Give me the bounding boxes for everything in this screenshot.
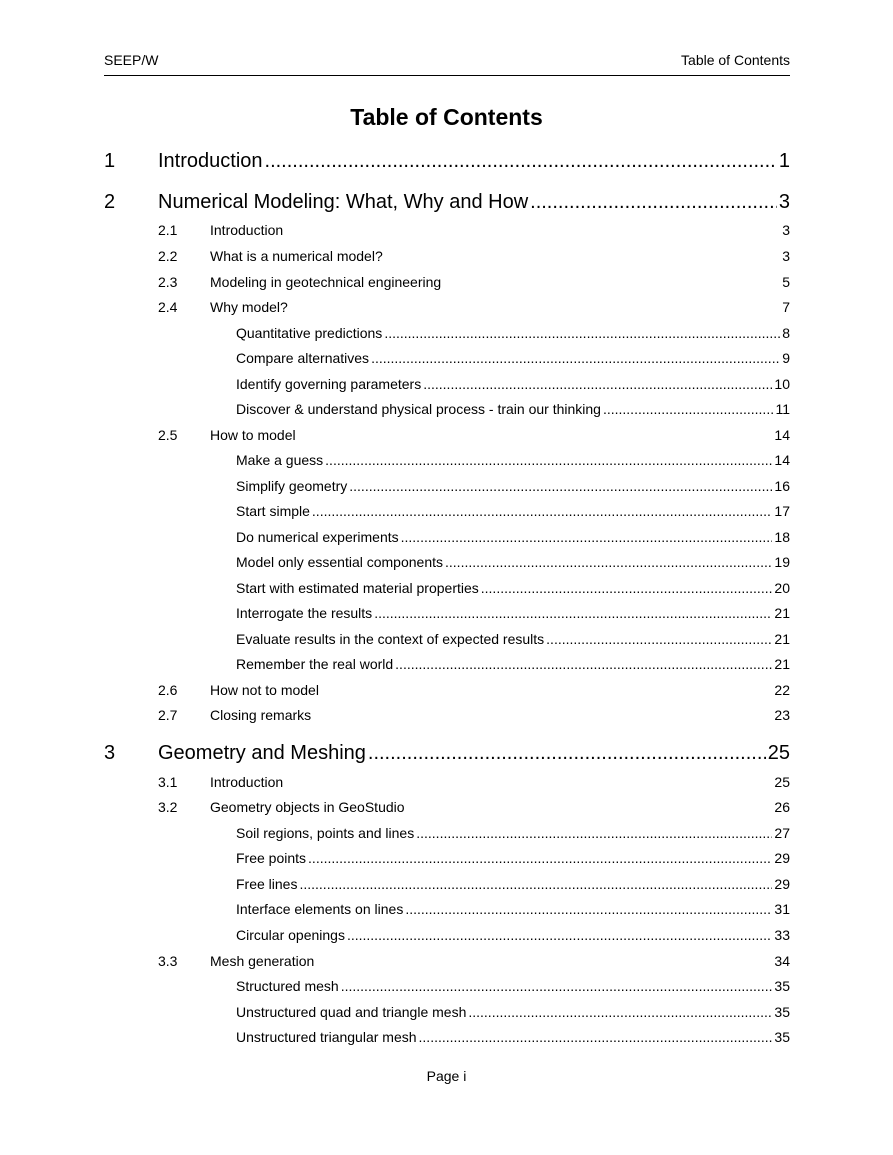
- toc-dot-leader: [405, 901, 772, 917]
- toc-entry-level-3[interactable]: [104, 978, 790, 996]
- toc-entry-page: 22: [774, 682, 790, 698]
- toc-dot-leader: [481, 580, 773, 596]
- toc-dot-leader: [401, 529, 773, 545]
- toc-entry-page: 16: [774, 478, 790, 494]
- toc-dot-leader: [419, 1029, 773, 1045]
- toc-entry-label: Free points: [236, 850, 307, 866]
- toc-entry-page: 29: [774, 876, 790, 892]
- toc-entry-label: Interrogate the results: [236, 605, 373, 621]
- toc-entry-number: 3.1: [158, 774, 178, 790]
- toc-entry-level-2[interactable]: [104, 799, 790, 817]
- toc-dot-leader: [371, 350, 780, 366]
- toc-dot-leader: [384, 325, 780, 341]
- toc-entry-label: Start with estimated material properties: [236, 580, 479, 596]
- toc-entry-label: Do numerical experiments: [236, 529, 399, 545]
- toc-entry-level-2[interactable]: [104, 274, 790, 292]
- toc-dot-leader: [468, 1004, 772, 1020]
- toc-entry-page: 23: [774, 707, 790, 723]
- toc-entry-page: 3: [782, 222, 790, 238]
- toc-entry-page: 26: [774, 799, 790, 815]
- running-header: [104, 52, 790, 76]
- toc-entry-level-3[interactable]: [104, 376, 790, 394]
- toc-entry-label: Geometry and Meshing: [158, 742, 366, 764]
- toc-entry-page: 27: [774, 825, 790, 841]
- toc-entry-page: 3: [782, 248, 790, 264]
- toc-entry-label: Structured mesh: [236, 978, 339, 994]
- toc-entry-page: 18: [774, 529, 790, 545]
- toc-entry-label: Make a guess: [236, 452, 324, 468]
- toc-entry-page: 35: [774, 978, 790, 994]
- toc-entry-number: 2: [104, 191, 116, 213]
- toc-entry-level-3[interactable]: [104, 580, 790, 598]
- toc-entry-level-2[interactable]: [104, 248, 790, 266]
- toc-entry-level-3[interactable]: [104, 631, 790, 649]
- toc-entry-level-2[interactable]: [104, 774, 790, 792]
- toc-dot-leader: [368, 742, 766, 765]
- toc-entry-label: Model only essential components: [236, 554, 444, 570]
- toc-entry-number: 2.6: [158, 682, 178, 698]
- toc-entry-page: 21: [774, 656, 790, 672]
- toc-dot-leader: [299, 876, 772, 892]
- toc-entry-label: Why model?: [210, 299, 288, 315]
- toc-entry-level-3[interactable]: [104, 605, 790, 623]
- toc-dot-leader: [546, 631, 772, 647]
- toc-entry-page: 35: [774, 1004, 790, 1020]
- toc-dot-leader: [325, 452, 772, 468]
- toc-dot-leader: [603, 401, 774, 417]
- toc-dot-leader: [530, 191, 777, 214]
- toc-entry-page: 17: [774, 503, 790, 519]
- toc-dot-leader: [308, 850, 772, 866]
- toc-entry-label: Unstructured triangular mesh: [236, 1029, 417, 1045]
- toc-entry-page: 25: [767, 742, 790, 764]
- toc-entry-label: Introduction: [210, 774, 284, 790]
- toc-entry-level-3[interactable]: [104, 901, 790, 919]
- toc-entry-level-2[interactable]: [104, 682, 790, 700]
- toc-entry-number: 1: [104, 150, 116, 172]
- toc-entry-page: 1: [778, 150, 790, 172]
- toc-entry-number: 2.7: [158, 707, 178, 723]
- toc-entry-level-3[interactable]: [104, 656, 790, 674]
- toc-entry-label: Evaluate results in the context of expected results: [236, 631, 545, 647]
- toc-entry-level-3[interactable]: [104, 401, 790, 419]
- toc-entry-label: Closing remarks: [210, 707, 312, 723]
- toc-entry-page: 34: [774, 953, 790, 969]
- toc-entry-level-1[interactable]: [104, 191, 790, 217]
- toc-entry-page: 21: [774, 631, 790, 647]
- toc-entry-label: Simplify geometry: [236, 478, 348, 494]
- toc-entry-level-3[interactable]: [104, 503, 790, 521]
- toc-entry-number: 2.2: [158, 248, 178, 264]
- toc-entry-level-3[interactable]: [104, 452, 790, 470]
- toc-entry-level-2[interactable]: [104, 707, 790, 725]
- toc-entry-label: Discover & understand physical process - train our thinking: [236, 401, 601, 417]
- toc-entry-label: How not to model: [210, 682, 319, 698]
- toc-entry-level-2[interactable]: [104, 427, 790, 445]
- toc-entry-page: 10: [774, 376, 790, 392]
- toc-entry-label: Interface elements on lines: [236, 901, 404, 917]
- toc-dot-leader: [312, 503, 773, 519]
- toc-entry-label: Free lines: [236, 876, 298, 892]
- toc-entry-level-2[interactable]: [104, 953, 790, 971]
- toc-entry-label: Geometry objects in GeoStudio: [210, 799, 405, 815]
- toc-dot-leader: [349, 478, 772, 494]
- toc-entry-page: 5: [782, 274, 790, 290]
- toc-entry-page: 25: [774, 774, 790, 790]
- toc-dot-leader: [341, 978, 773, 994]
- toc-entry-label: What is a numerical model?: [210, 248, 383, 264]
- toc-dot-leader: [265, 150, 777, 173]
- toc-entry-level-3[interactable]: [104, 825, 790, 843]
- toc-entry-page: 14: [774, 427, 790, 443]
- toc-entry-level-3[interactable]: [104, 325, 790, 343]
- toc-entry-page: 19: [774, 554, 790, 570]
- toc-entry-level-3[interactable]: [104, 876, 790, 894]
- page-title: Table of Contents: [350, 104, 543, 130]
- toc-entry-level-1[interactable]: [104, 742, 790, 768]
- toc-entry-number: 2.5: [158, 427, 178, 443]
- toc-entry-page: 9: [782, 350, 790, 366]
- toc-entry-level-3[interactable]: [104, 478, 790, 496]
- toc-entry-level-3[interactable]: [104, 350, 790, 368]
- toc-entry-page: 11: [775, 401, 790, 417]
- toc-entry-label: How to model: [210, 427, 296, 443]
- toc-entry-page: 7: [782, 299, 790, 315]
- toc-entry-level-3[interactable]: [104, 850, 790, 868]
- toc-entry-page: 31: [774, 901, 790, 917]
- toc-entry-label: Start simple: [236, 503, 310, 519]
- toc-dot-leader: [347, 927, 772, 943]
- toc-entry-level-1[interactable]: [104, 150, 790, 176]
- toc-entry-number: 2.1: [158, 222, 178, 238]
- page-number: Page i: [426, 1068, 467, 1084]
- toc-entry-level-3[interactable]: [104, 529, 790, 547]
- toc-dot-leader: [374, 605, 772, 621]
- toc-entry-level-3[interactable]: [104, 1004, 790, 1022]
- toc-entry-label: Modeling in geotechnical engineering: [210, 274, 442, 290]
- toc-dot-leader: [423, 376, 772, 392]
- toc-entry-label: Identify governing parameters: [236, 376, 422, 392]
- toc-entry-page: 21: [774, 605, 790, 621]
- toc-entry-page: 3: [778, 191, 790, 213]
- toc-entry-label: Circular openings: [236, 927, 345, 943]
- header-document-name: SEEP/W: [104, 52, 159, 68]
- toc-entry-label: Unstructured quad and triangle mesh: [236, 1004, 467, 1020]
- toc-entry-page: 29: [774, 850, 790, 866]
- toc-dot-leader: [445, 554, 772, 570]
- toc-entry-number: 2.3: [158, 274, 178, 290]
- toc-entry-label: Soil regions, points and lines: [236, 825, 415, 841]
- toc-entry-level-3[interactable]: [104, 927, 790, 945]
- toc-entry-level-2[interactable]: [104, 222, 790, 240]
- toc-entry-label: Introduction: [158, 150, 263, 172]
- toc-entry-label: Introduction: [210, 222, 284, 238]
- toc-entry-level-3[interactable]: [104, 554, 790, 572]
- toc-entry-label: Mesh generation: [210, 953, 315, 969]
- toc-entry-label: Compare alternatives: [236, 350, 370, 366]
- toc-entry-page: 8: [782, 325, 790, 341]
- toc-entry-label: Remember the real world: [236, 656, 394, 672]
- toc-entry-number: 3: [104, 742, 116, 764]
- toc-entry-label: Numerical Modeling: What, Why and How: [158, 191, 529, 213]
- toc-dot-leader: [416, 825, 772, 841]
- toc-entry-label: Quantitative predictions: [236, 325, 383, 341]
- toc-entry-number: 2.4: [158, 299, 178, 315]
- toc-entry-page: 14: [774, 452, 790, 468]
- toc-entry-level-2[interactable]: [104, 299, 790, 317]
- header-section-name: Table of Contents: [681, 52, 790, 68]
- toc-dot-leader: [395, 656, 772, 672]
- toc-entry-page: 35: [774, 1029, 790, 1045]
- toc-entry-level-3[interactable]: [104, 1029, 790, 1047]
- toc-entry-number: 3.3: [158, 953, 178, 969]
- toc-entry-number: 3.2: [158, 799, 178, 815]
- toc-entry-page: 33: [774, 927, 790, 943]
- toc-entry-page: 20: [774, 580, 790, 596]
